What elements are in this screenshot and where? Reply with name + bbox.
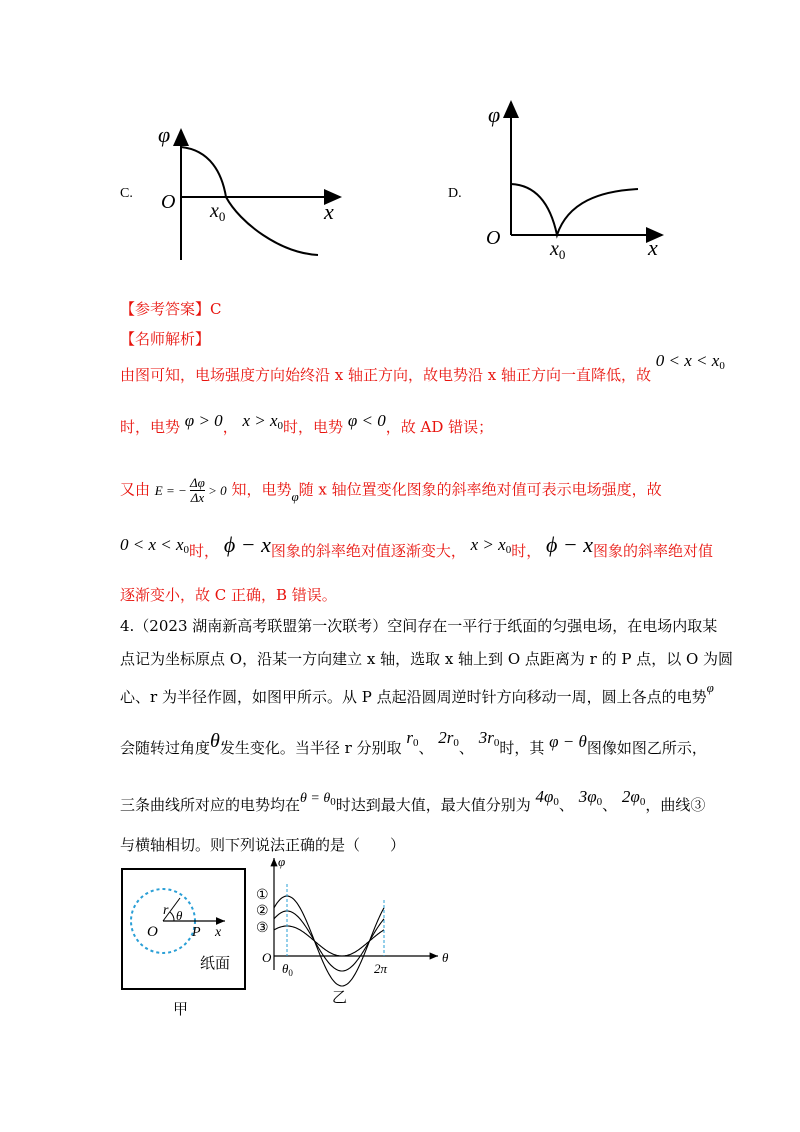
curve-label-2: ② bbox=[256, 904, 269, 919]
q4-line-6: 与横轴相切。则下列说法正确的是（ ） bbox=[120, 836, 406, 854]
reference-answer bbox=[120, 298, 222, 319]
d-axis-y-label: φ bbox=[488, 102, 501, 127]
jia-angle-arc bbox=[170, 912, 174, 921]
c-curve bbox=[181, 147, 318, 255]
c-origin-label: O bbox=[161, 191, 176, 213]
yi-origin-label: O bbox=[262, 950, 272, 965]
yi-theta0-label: $\theta_0$ bbox=[282, 961, 293, 978]
analysis-heading: 【名师解析】 bbox=[120, 330, 211, 348]
jia-angle-label: θ bbox=[176, 908, 183, 923]
analysis-line-1-text: 由图可知，电场强度方向始终沿 x 轴正方向，故电势沿 x 轴正方向一直降低，故 bbox=[120, 366, 651, 384]
option-c-label: C. bbox=[120, 186, 133, 201]
jia-paper-label: 纸面 bbox=[200, 956, 231, 972]
analysis-line-5: 逐渐变小，故 C 正确，B 错误。 bbox=[120, 586, 337, 604]
analysis-line-2: 时，电势 φ > 0， $x > x_0$时，电势 φ < 0，故 AD 错误； bbox=[120, 411, 494, 436]
q4-line-5: 三条曲线所对应的电势均在$\theta = \theta_0$时达到最大值，最大值分别为 $4\varphi_0$、 $3\varphi_0$、 $2\varphi_0$，曲线③ bbox=[120, 787, 706, 814]
reference-answer-value: C bbox=[210, 300, 222, 318]
curve-2 bbox=[274, 911, 384, 971]
analysis-line-4: $0 < x < x_0$时， ϕ − x图象的斜率绝对值逐渐变大， $x > x_0$时， ϕ − x图象的斜率绝对值 bbox=[120, 532, 714, 560]
figure-yi bbox=[250, 852, 460, 1022]
option-d-graph bbox=[480, 92, 680, 262]
analysis-line-3: 又由 E = − $\frac{\Delta\varphi}{\Delta x}$ > 0 知，电势φ随 x 轴位置变化图象的斜率绝对值可表示电场强度，故 bbox=[120, 475, 662, 505]
yi-axis-x-label: θ bbox=[442, 950, 449, 965]
jia-point-label: P bbox=[192, 925, 201, 940]
d-origin-label: O bbox=[486, 227, 501, 249]
figure-jia bbox=[118, 864, 258, 1024]
option-d-label: D. bbox=[448, 186, 462, 201]
jia-caption: 甲 bbox=[173, 1002, 189, 1018]
jia-origin-label: O bbox=[147, 924, 158, 940]
c-x0-label: $x_0$ bbox=[210, 200, 226, 224]
yi-caption: 乙 bbox=[332, 990, 348, 1006]
c-axis-y-label: φ bbox=[158, 122, 171, 147]
field-formula: E = − $\frac{\Delta\varphi}{\Delta x}$ > 0 bbox=[154, 475, 227, 505]
q4-line-3: 心、r 为半径作圆，如图甲所示。从 P 点起沿圆周逆时针方向移动一周，圆上各点的电势φ bbox=[120, 680, 714, 706]
reference-answer-label: 【参考答案】 bbox=[120, 300, 211, 318]
c-axis-x-label: x bbox=[324, 199, 334, 224]
phi-negative: φ < 0 bbox=[347, 411, 386, 430]
curve-3 bbox=[274, 926, 384, 956]
curve-label-1: ① bbox=[256, 888, 269, 903]
d-curve bbox=[511, 184, 638, 235]
analysis-line-1 bbox=[120, 351, 725, 386]
d-axis-x-label: x bbox=[648, 235, 658, 260]
jia-radius-label: r bbox=[163, 903, 169, 918]
yi-two-pi-label: 2π bbox=[374, 961, 388, 976]
jia-axis-label: x bbox=[215, 925, 222, 940]
yi-axis-y-label: φ bbox=[278, 854, 286, 869]
d-x0-label: $x_0$ bbox=[550, 238, 566, 262]
x-greater-x0: $x > x_0$ bbox=[242, 411, 284, 432]
option-c-graph bbox=[150, 118, 350, 268]
phi-positive: φ > 0 bbox=[184, 411, 223, 430]
q4-line-1: 4.（2023 湖南新高考联盟第一次联考）空间存在一平行于纸面的匀强电场，在电场内取某 bbox=[120, 617, 718, 635]
q4-line-4: 会随转过角度θ发生变化。当半径 r 分别取 $r_0$、 $2r_0$、 $3r_0$时，其 φ − θ图像如图乙所示， bbox=[120, 728, 707, 757]
q4-line-2: 点记为坐标原点 O，沿某一方向建立 x 轴，选取 x 轴上到 O 点距离为 r 的 P 点，以 O 为圆 bbox=[120, 650, 734, 668]
curve-label-3: ③ bbox=[256, 921, 269, 936]
analysis-line-1-math: $0 < x < x_0$ bbox=[655, 351, 725, 372]
